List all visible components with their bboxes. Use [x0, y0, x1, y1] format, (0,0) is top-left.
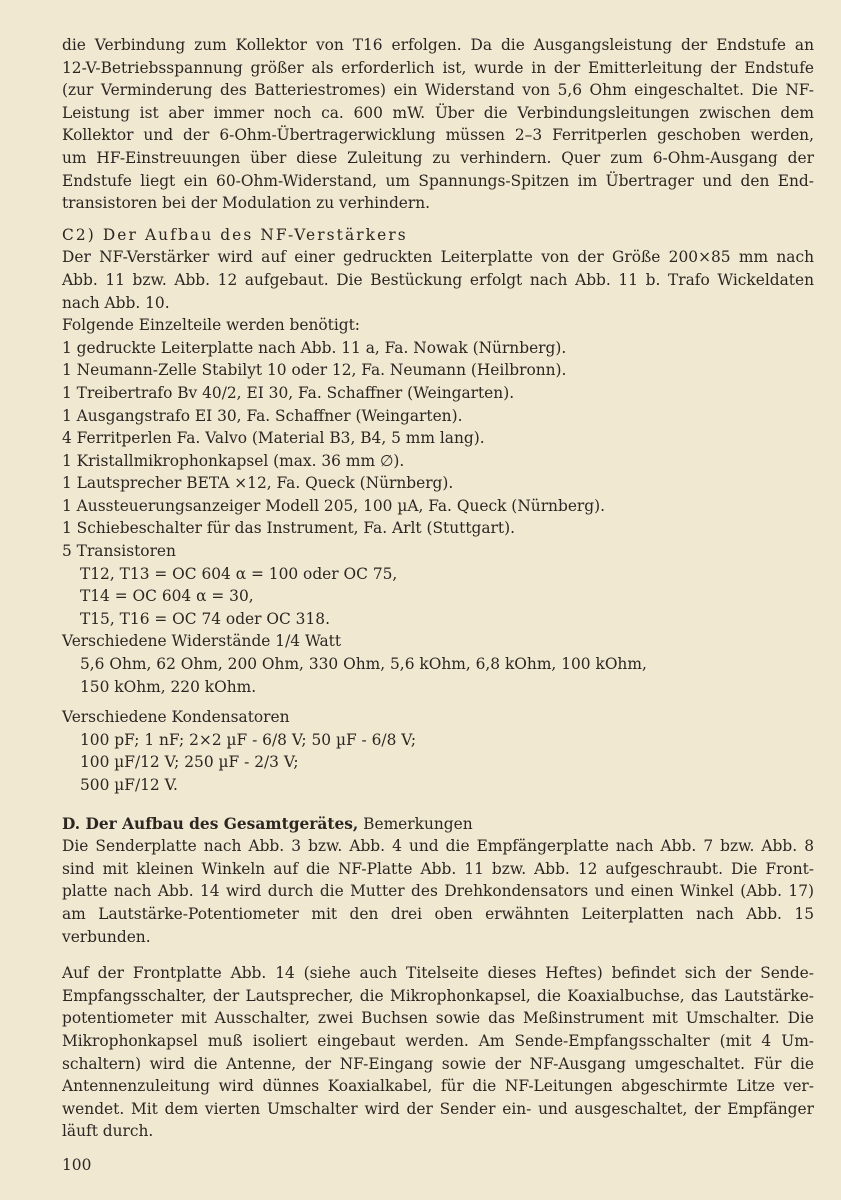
text-line: die Verbindung zum Kollektor von T16 erfolgen. Da die Ausgangsleistung der Endstufe an	[62, 36, 814, 54]
list-item: 1 Schiebeschalter für das Instrument, Fa. Arlt (Stuttgart).	[62, 519, 515, 538]
text-line: Empfangsschalter, der Lautsprecher, die Mikrophonkapsel, die Koaxialbuchse, das Lautstärke-	[62, 986, 814, 1005]
section-heading-d-rest: Bemerkungen	[358, 814, 473, 833]
text-line: sind mit kleinen Winkeln auf die NF-Platte Abb. 11 bzw. Abb. 12 aufgeschraubt. Die Front-	[62, 859, 814, 878]
list-item: T12, T13 = OC 604 α = 100 oder OC 75,	[80, 564, 398, 583]
paragraph-frontplatte	[62, 962, 814, 1143]
text-line: nach Abb. 10.	[62, 293, 170, 312]
text-line: Die Senderplatte nach Abb. 3 bzw. Abb. 4 und die Empfängerplatte nach Abb. 7 bzw. Abb. 8	[62, 837, 814, 856]
paragraph-nf-verstaerker	[62, 246, 814, 314]
text-line: wendet. Mit dem vierten Umschalter wird der Sender ein- und ausgeschaltet, der Empfänger	[62, 1099, 814, 1118]
resistors-title: Verschiedene Widerstände 1/4 Watt	[62, 632, 341, 651]
list-item: 1 Treibertrafo Bv 40/2, EI 30, Fa. Schaffner (Weingarten).	[62, 383, 515, 402]
list-item: 4 Ferritperlen Fa. Valvo (Material B3, B4, 5 mm lang).	[62, 429, 485, 448]
text-line: (zur Verminderung des Batteriestromes) ein Widerstand von 5,6 Ohm eingeschaltet. Die NF-	[62, 81, 814, 100]
list-item: 150 kOhm, 220 kOhm.	[80, 677, 257, 696]
text-line: läuft durch.	[62, 1122, 154, 1141]
capacitors-title: Verschiedene Kondensatoren	[62, 708, 290, 727]
text-line: am Lautstärke-Potentiometer mit den drei oben erwähnten Leiterplatten nach Abb. 15	[62, 904, 814, 923]
list-item: 5 Transistoren	[62, 542, 176, 561]
list-item: 1 Neumann-Zelle Stabilyt 10 oder 12, Fa. Neumann (Heilbronn).	[62, 361, 567, 380]
list-item: 100 µF/12 V; 250 µF - 2/3 V;	[80, 753, 299, 772]
text-line: um HF-Einstreuungen über diese Zuleitung zu verhindern. Quer zum 6-Ohm-Ausgang der	[62, 148, 814, 167]
text-line: Kollektor und der 6-Ohm-Übertragerwicklung müssen 2–3 Ferritperlen geschoben werden,	[62, 126, 814, 145]
text-line: Auf der Frontplatte Abb. 14 (siehe auch Titelseite dieses Heftes) befindet sich der Sende-	[62, 964, 814, 983]
section-heading-d	[62, 813, 814, 836]
list-item: T15, T16 = OC 74 oder OC 318.	[80, 609, 330, 628]
transistor-list	[62, 563, 814, 631]
capacitor-values	[62, 729, 814, 797]
text-line: verbunden.	[62, 927, 151, 946]
list-item: 100 pF; 1 nF; 2×2 µF - 6/8 V; 50 µF - 6/8 V;	[80, 730, 417, 749]
text-line: Endstufe liegt ein 60-Ohm-Widerstand, um Spannungs-Spitzen im Übertrager und den End-	[62, 171, 814, 190]
parts-list	[62, 337, 814, 563]
list-item: 500 µF/12 V.	[80, 776, 178, 794]
page-body	[62, 34, 814, 1143]
text-line: Der NF-Verstärker wird auf einer gedruckten Leiterplatte von der Größe 200×85 mm nach	[62, 248, 814, 267]
text-line: Antennenzuleitung wird dünnes Koaxialkabel, für die NF-Leitungen abgeschirmte Litze ver-	[62, 1077, 814, 1096]
list-item: T14 = OC 604 α = 30,	[80, 587, 254, 606]
paragraph-gesamtgeraet	[62, 835, 814, 948]
section-heading-c2: C2) Der Aufbau des NF-Verstärkers	[62, 225, 408, 244]
page-number: 100	[62, 1156, 92, 1174]
section-heading-d-bold: D. Der Aufbau des Gesamtgerätes,	[62, 814, 359, 833]
text-line: Mikrophonkapsel muß isoliert eingebaut werden. Am Sende-Empfangsschalter (mit 4 Um-	[62, 1031, 814, 1050]
list-item: 1 Aussteuerungsanzeiger Modell 205, 100 µA, Fa. Queck (Nürnberg).	[62, 496, 606, 515]
list-item: 1 Lautsprecher BETA ×12, Fa. Queck (Nürnberg).	[62, 474, 454, 493]
parts-intro: Folgende Einzelteile werden benötigt:	[62, 316, 360, 335]
text-line: potentiometer mit Ausschalter, zwei Buchsen sowie das Meßinstrument mit Umschalter. Die	[62, 1009, 814, 1028]
list-item: 1 gedruckte Leiterplatte nach Abb. 11 a, Fa. Nowak (Nürnberg).	[62, 338, 567, 357]
list-item: 5,6 Ohm, 62 Ohm, 200 Ohm, 330 Ohm, 5,6 kOhm, 6,8 kOhm, 100 kOhm,	[80, 655, 647, 674]
resistor-values	[62, 653, 814, 698]
text-line: platte nach Abb. 14 wird durch die Mutter des Drehkondensators und einen Winkel (Abb. 17)	[62, 882, 814, 901]
text-line: Leistung ist aber immer noch ca. 600 mW. Über die Verbindungsleitungen zwischen dem	[62, 103, 814, 122]
text-line: Abb. 11 bzw. Abb. 12 aufgebaut. Die Bestückung erfolgt nach Abb. 11 b. Trafo Wickeldaten	[62, 270, 814, 289]
list-item: 1 Ausgangstrafo EI 30, Fa. Schaffner (Weingarten).	[62, 406, 463, 425]
text-line: schaltern) wird die Antenne, der NF-Eingang sowie der NF-Ausgang umgeschaltet. Für die	[62, 1054, 814, 1073]
list-item: 1 Kristallmikrophonkapsel (max. 36 mm ∅).	[62, 451, 405, 470]
text-line: transistoren bei der Modulation zu verhindern.	[62, 194, 431, 213]
text-line: 12-V-Betriebsspannung größer als erforderlich ist, wurde in der Emitterleitung der Endstufe	[62, 58, 814, 77]
paragraph-endstufe	[62, 34, 814, 215]
